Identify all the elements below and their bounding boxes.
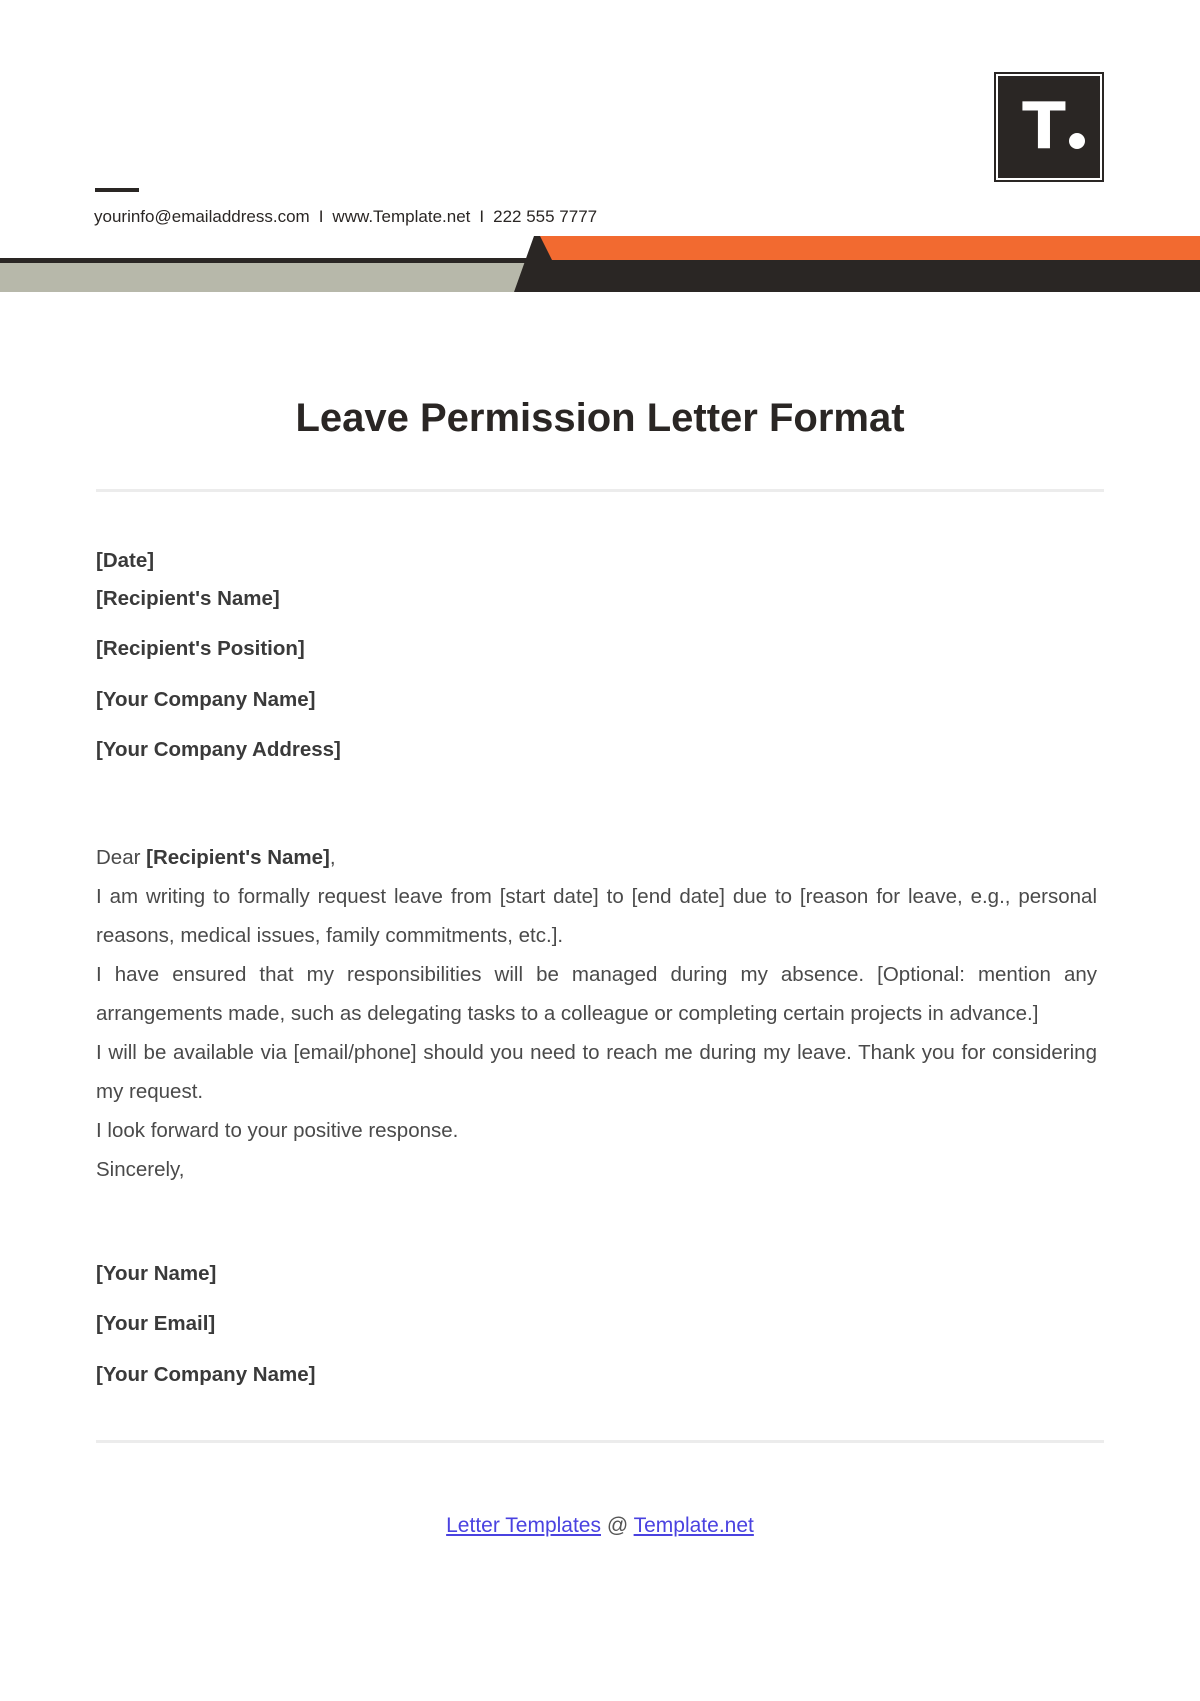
- recipient-name-field: [Recipient's Name]: [96, 587, 280, 610]
- contact-line: [94, 207, 597, 227]
- logo-dot-icon: [1069, 133, 1085, 149]
- footer-at: @: [601, 1514, 634, 1537]
- paragraph-closing: I look forward to your positive response.: [96, 1119, 459, 1142]
- footer: [0, 1514, 1200, 1538]
- salutation-suffix: ,: [329, 846, 336, 869]
- divider-bottom: [96, 1440, 1104, 1443]
- salutation-name: [Recipient's Name]: [146, 846, 330, 869]
- logo-letter: T: [1022, 90, 1066, 164]
- header-dash: [95, 188, 139, 192]
- contact-separator: I: [479, 207, 485, 226]
- paragraph-availability: I will be available via [email/phone] should you need to reach me during my leave. Thank you for considering my request.: [96, 1041, 1097, 1103]
- contact-website: www.Template.net: [332, 207, 471, 226]
- your-company-name-field: [Your Company Name]: [96, 1363, 316, 1386]
- salutation: [96, 838, 1097, 877]
- sign-off: Sincerely,: [96, 1158, 185, 1181]
- contact-separator: I: [318, 207, 324, 226]
- recipient-position-field: [Recipient's Position]: [96, 637, 305, 660]
- date-field: [Date]: [96, 549, 155, 572]
- band-orange: [540, 236, 1200, 260]
- letter-body: [96, 838, 1097, 1189]
- contact-phone: 222 555 7777: [493, 207, 598, 226]
- paragraph-request: I am writing to formally request leave from [start date] to [end date] due to [reason for leave, e.g., personal reasons, medical issues, family commitments, etc.].: [96, 885, 1097, 947]
- band-dark-line: [0, 258, 540, 263]
- paragraph-arrangements: I have ensured that my responsibilities will be managed during my absence. [Optional: mention any arrangements made, such as delegating tasks to a colleague or completing certain projects in advance.]: [96, 963, 1097, 1025]
- divider-top: [96, 489, 1104, 492]
- template-logo: [996, 74, 1102, 180]
- template-net-link[interactable]: Template.net: [633, 1514, 754, 1537]
- page-title: Leave Permission Letter Format: [295, 396, 905, 440]
- your-name-field: [Your Name]: [96, 1262, 217, 1285]
- logo-mark-icon: [998, 76, 1100, 178]
- salutation-prefix: Dear: [96, 846, 147, 869]
- your-email-field: [Your Email]: [96, 1312, 216, 1335]
- header-band: [0, 234, 1200, 292]
- company-name-field: [Your Company Name]: [96, 688, 316, 711]
- contact-email: yourinfo@emailaddress.com: [94, 207, 310, 226]
- band-gray: [0, 263, 530, 292]
- letter-templates-link[interactable]: Letter Templates: [446, 1514, 601, 1537]
- company-address-field: [Your Company Address]: [96, 738, 341, 761]
